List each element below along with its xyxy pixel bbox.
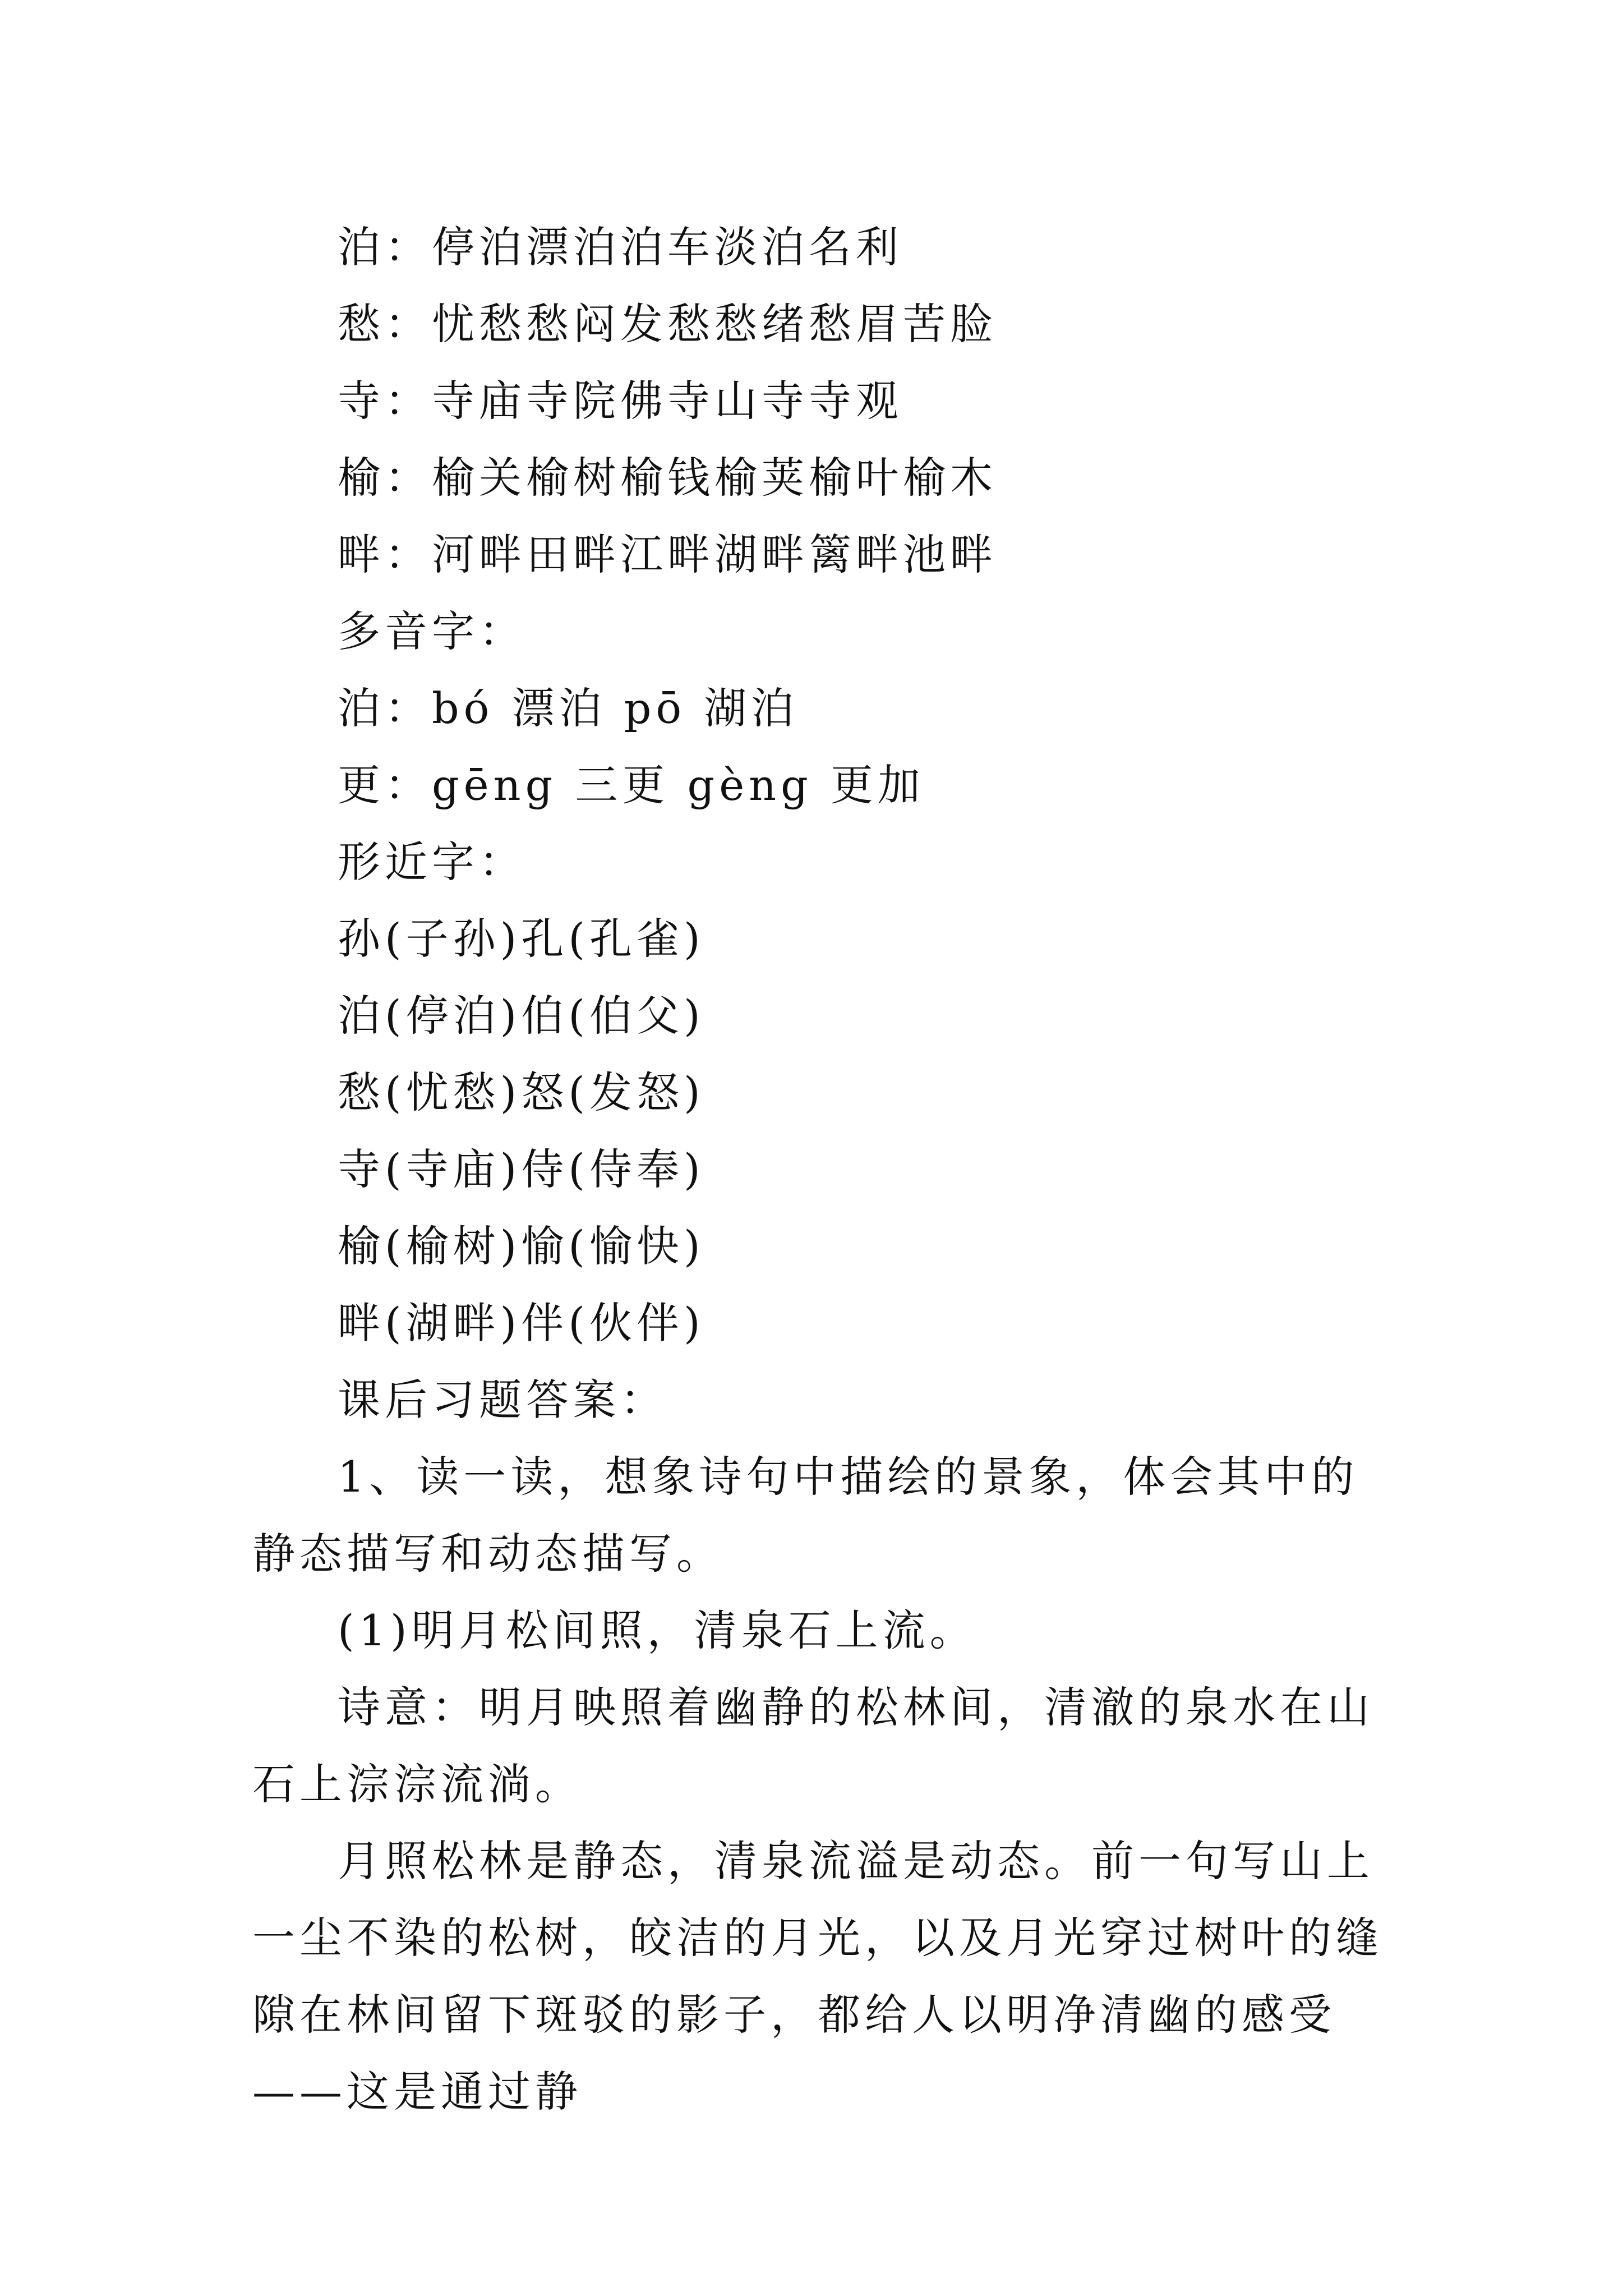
paragraph: (1)明月松间照，清泉石上流。: [338, 1605, 977, 1655]
text-line: 孙(子孙)孔(孔雀): [338, 914, 705, 964]
paragraph: 1、读一读，想象诗句中描绘的景象，体会其中的静态描写和动态描写。: [252, 1452, 1359, 1579]
text-line: 泊：bó 漂泊 pō 湖泊: [338, 683, 799, 733]
section-heading: 多音字：: [338, 606, 526, 656]
text-line: 寺：寺庙寺院佛寺山寺寺观: [338, 376, 903, 426]
document-body: [252, 209, 1391, 2130]
paragraph: 月照松林是静态，清泉流溢是动态。前一句写山上一尘不染的松树，皎洁的月光，以及月光穿过树叶的缝隙在林间留下斑驳的影子，都给人以明净清幽的感受——这是通过静: [252, 1836, 1383, 2116]
paragraph: 诗意：明月映照着幽静的松林间，清澈的泉水在山石上淙淙流淌。: [252, 1682, 1374, 1809]
text-line: 寺(寺庙)侍(侍奉): [338, 1144, 705, 1194]
text-line: 畔(湖畔)伴(伙伴): [338, 1298, 705, 1348]
text-line: 榆(榆树)愉(愉快): [338, 1221, 705, 1271]
text-line: 畔：河畔田畔江畔湖畔篱畔池畔: [338, 530, 997, 579]
text-line: 榆：榆关榆树榆钱榆荚榆叶榆木: [338, 453, 997, 503]
text-line: 更：gēng 三更 gèng 更加: [338, 760, 925, 810]
text-line: 泊(停泊)伯(伯父): [338, 991, 705, 1041]
section-heading: 形近字：: [338, 837, 526, 887]
text-line: 愁：忧愁愁闷发愁愁绪愁眉苦脸: [338, 299, 997, 349]
section-heading: 课后习题答案：: [338, 1375, 667, 1425]
text-line: 泊：停泊漂泊泊车淡泊名利: [338, 222, 903, 272]
text-line: 愁(忧愁)怒(发怒): [338, 1068, 705, 1117]
